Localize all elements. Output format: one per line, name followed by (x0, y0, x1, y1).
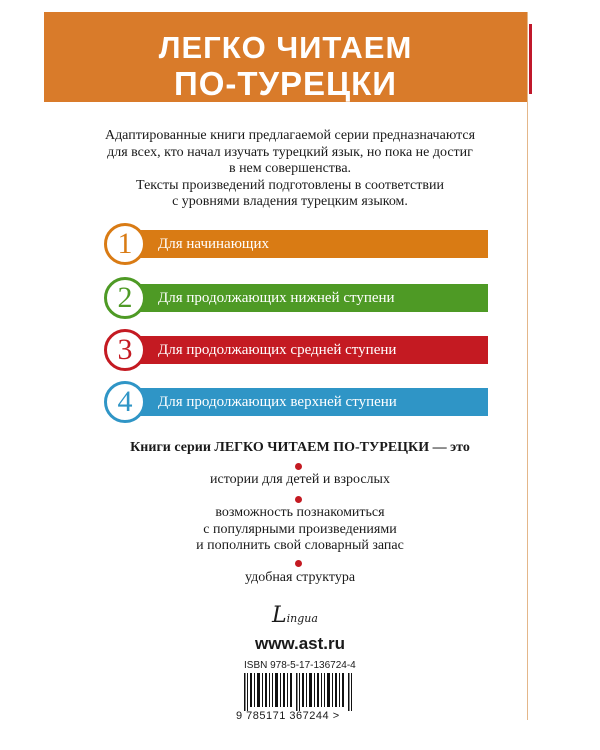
logo-initial: L (272, 603, 287, 628)
level-4 (104, 384, 488, 420)
level-3-bar (130, 336, 488, 364)
level-2-number-badge: 2 (104, 277, 146, 319)
feature-item: удобная структура (244, 570, 356, 585)
level-3-number-badge: 3 (104, 329, 146, 371)
intro-line: в нем совершенства. (228, 161, 352, 176)
feature-line: с популярными произведениями (203, 521, 397, 537)
feature-line: возможность познакомиться (215, 505, 385, 520)
bullet-dot-icon (295, 496, 302, 503)
isbn-number: ISBN 978-5-17-136724-4 (244, 660, 356, 671)
level-1 (104, 226, 488, 262)
level-4-label: Для продолжающих верхней ступени (158, 393, 397, 410)
feature-item (120, 505, 480, 555)
publisher-website: www.ast.ru (254, 634, 346, 653)
level-1-label: Для начинающих (158, 235, 269, 252)
series-title-line-1: ЛЕГКО ЧИТАЕМ (158, 30, 413, 65)
level-3 (104, 332, 488, 368)
level-2-label: Для продолжающих нижней ступени (158, 289, 395, 306)
series-title-banner (44, 12, 527, 102)
barcode-icon (244, 673, 354, 711)
intro-line: с уровнями владения турецким языком. (172, 194, 408, 209)
level-2-bar (130, 284, 488, 312)
intro-text (80, 128, 500, 211)
level-4-bar (130, 388, 488, 416)
intro-line: Тексты произведений подготовлены в соответствии (136, 177, 444, 193)
intro-line: для всех, кто начал изучать турецкий язык, но пока не достиг (107, 144, 473, 160)
barcode-number: 9 785171 367244 > (236, 710, 340, 722)
feature-line: и пополнить свой словарный запас (196, 538, 404, 553)
intro-line: Адаптированные книги предлагаемой серии предназначаются (104, 128, 476, 143)
feature-item: истории для детей и взрослых (210, 472, 390, 487)
lingua-logo (272, 603, 328, 627)
series-title-line-2: ПО-ТУРЕЦКИ (173, 65, 398, 102)
bullet-dot-icon (295, 463, 302, 470)
level-3-label: Для продолжающих средней ступени (158, 341, 397, 358)
spine-edge (527, 12, 528, 720)
spine-red-stripe (529, 24, 532, 94)
bullet-dot-icon (295, 560, 302, 567)
level-2 (104, 280, 488, 316)
series-heading: Книги серии ЛЕГКО ЧИТАЕМ ПО-ТУРЕЦКИ — это (130, 440, 470, 455)
level-1-number-badge: 1 (104, 223, 146, 265)
level-1-bar (130, 230, 488, 258)
logo-text: ingua (286, 612, 318, 625)
level-4-number-badge: 4 (104, 381, 146, 423)
